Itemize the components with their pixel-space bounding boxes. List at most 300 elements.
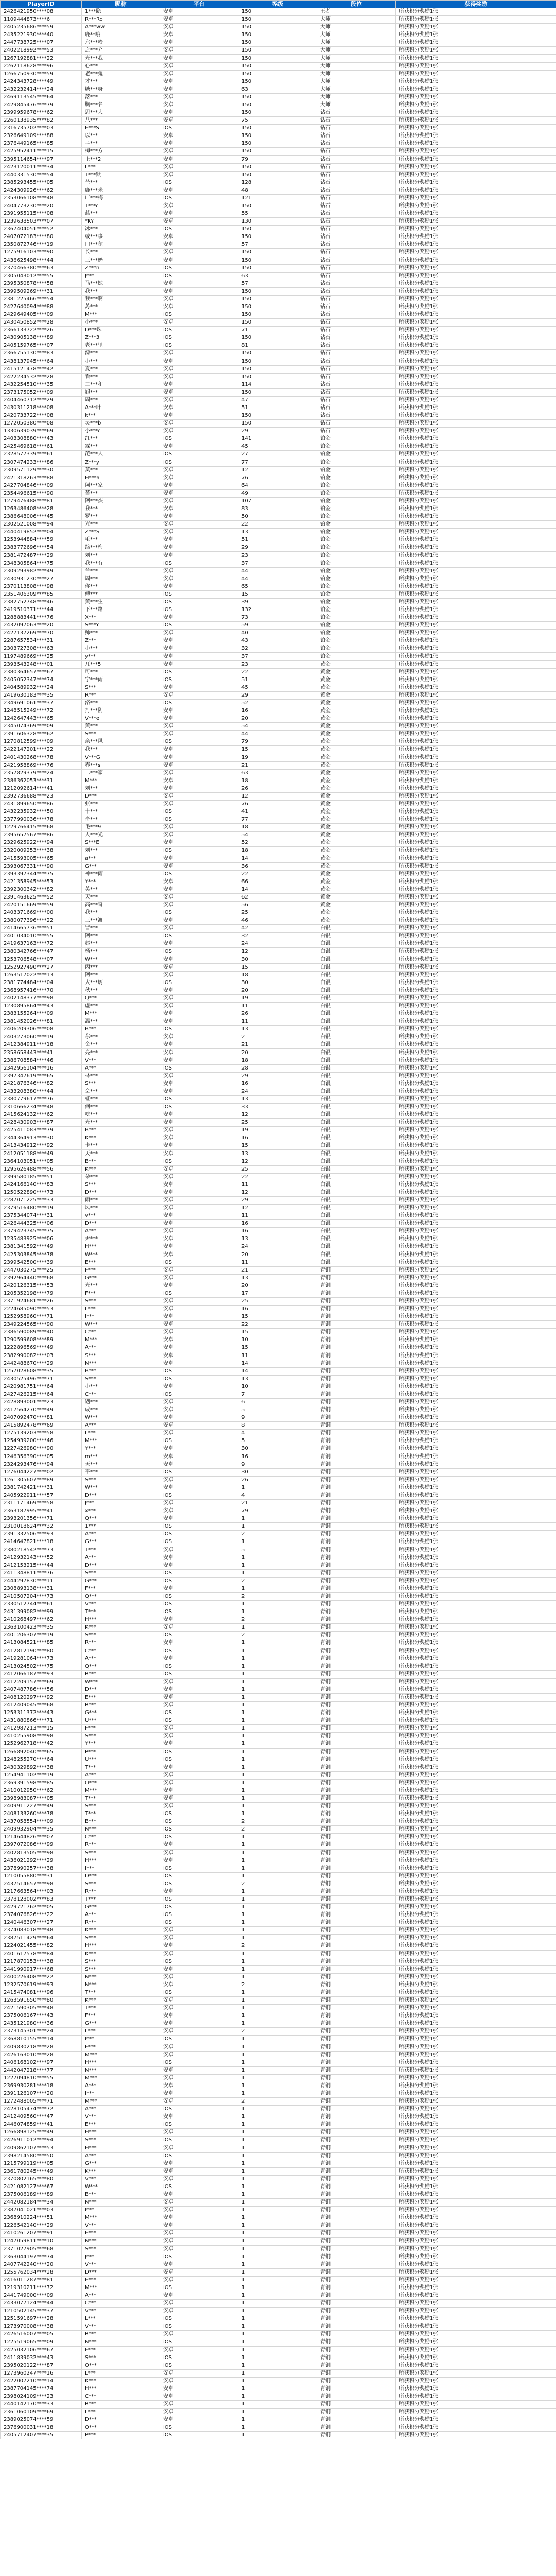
player-id-cell: 2422234532****28 bbox=[1, 373, 82, 381]
reward-cell: 所获积分奖励1张 bbox=[396, 1041, 556, 1049]
rank-cell: 铂金 bbox=[317, 583, 396, 590]
reward-cell: 所获积分奖励1张 bbox=[396, 1670, 556, 1678]
player-id-cell: 2381472487****29 bbox=[1, 552, 82, 560]
table-row bbox=[1, 606, 556, 614]
platform-cell: iOS bbox=[160, 459, 238, 466]
table-row bbox=[1, 1181, 556, 1189]
platform-cell: 安卓 bbox=[160, 2401, 238, 2409]
reward-cell: 所获积分奖励1张 bbox=[396, 1740, 556, 1748]
table-row bbox=[1, 1220, 556, 1228]
nickname-cell: 刘*** bbox=[82, 785, 160, 792]
level-cell: 150 bbox=[238, 171, 317, 179]
table-row bbox=[1, 1764, 556, 1771]
nickname-cell: A*** bbox=[82, 1422, 160, 1430]
player-id-cell: 2432254510****35 bbox=[1, 381, 82, 388]
platform-cell: 安卓 bbox=[160, 1841, 238, 1849]
platform-cell: iOS bbox=[160, 979, 238, 987]
rank-cell: 青铜 bbox=[317, 2300, 396, 2308]
platform-cell: 安卓 bbox=[160, 630, 238, 637]
rank-cell: 青铜 bbox=[317, 1826, 396, 1834]
nickname-cell: M*** bbox=[82, 2098, 160, 2106]
level-cell: 73 bbox=[238, 614, 317, 622]
player-id-cell: 2410507204****73 bbox=[1, 1592, 82, 1600]
player-id-cell: 2430931230****27 bbox=[1, 575, 82, 583]
level-cell: 1 bbox=[238, 1919, 317, 1927]
level-cell: 1 bbox=[238, 1927, 317, 1935]
table-row bbox=[1, 832, 556, 839]
player-id-cell: 2363044197****74 bbox=[1, 2253, 82, 2261]
level-cell: 2 bbox=[238, 1942, 317, 1950]
rank-cell: 青铜 bbox=[317, 1282, 396, 1290]
platform-cell: 安卓 bbox=[160, 1803, 238, 1810]
platform-cell: 安卓 bbox=[160, 1220, 238, 1228]
player-id-cell: 1230895864****43 bbox=[1, 1003, 82, 1010]
table-row bbox=[1, 754, 556, 761]
reward-cell: 所获积分奖励1张 bbox=[396, 1274, 556, 1282]
nickname-cell: S*** bbox=[82, 1476, 160, 1484]
level-cell: 1 bbox=[238, 2369, 317, 2377]
table-row bbox=[1, 171, 556, 179]
nickname-cell: 漂*** bbox=[82, 350, 160, 358]
table-row bbox=[1, 218, 556, 226]
table-row bbox=[1, 2284, 556, 2292]
table-row bbox=[1, 2074, 556, 2082]
level-cell: 16 bbox=[238, 1080, 317, 1088]
rank-cell: 青铜 bbox=[317, 1935, 396, 1942]
rank-cell: 大师 bbox=[317, 101, 396, 109]
rank-cell: 黄金 bbox=[317, 754, 396, 761]
level-cell: 1 bbox=[238, 2292, 317, 2299]
level-cell: 150 bbox=[238, 358, 317, 365]
player-id-cell: 2429649405****09 bbox=[1, 311, 82, 319]
table-row bbox=[1, 257, 556, 264]
player-id-cell: 1215799119****05 bbox=[1, 2160, 82, 2167]
rank-cell: 大师 bbox=[317, 70, 396, 78]
level-cell: 132 bbox=[238, 606, 317, 614]
table-row bbox=[1, 1857, 556, 1865]
rank-cell: 钻石 bbox=[317, 295, 396, 303]
rank-cell: 钻石 bbox=[317, 233, 396, 241]
level-cell: 14 bbox=[238, 886, 317, 893]
rank-cell: 青铜 bbox=[317, 1911, 396, 1919]
rank-cell: 青铜 bbox=[317, 1554, 396, 1562]
rank-cell: 钻石 bbox=[317, 241, 396, 249]
platform-cell: 安卓 bbox=[160, 2191, 238, 2198]
rank-cell: 青铜 bbox=[317, 1383, 396, 1391]
reward-cell: 所获积分奖励1张 bbox=[396, 1360, 556, 1367]
table-row bbox=[1, 1344, 556, 1352]
platform-cell: 安卓 bbox=[160, 497, 238, 505]
nickname-cell: V*** bbox=[82, 2261, 160, 2268]
reward-cell: 所获积分奖励1张 bbox=[396, 1290, 556, 1297]
nickname-cell: N*** bbox=[82, 1981, 160, 1989]
table-row bbox=[1, 2207, 556, 2214]
platform-cell: 安卓 bbox=[160, 1453, 238, 1461]
rank-cell: 青铜 bbox=[317, 2323, 396, 2331]
rank-cell: 钻石 bbox=[317, 171, 396, 179]
platform-cell: 安卓 bbox=[160, 785, 238, 792]
player-id-cell: 2421082127****67 bbox=[1, 2183, 82, 2191]
table-row bbox=[1, 933, 556, 940]
reward-cell: 所获积分奖励1张 bbox=[396, 1282, 556, 1290]
nickname-cell: S*** bbox=[82, 1352, 160, 1360]
nickname-cell: H*** bbox=[82, 2144, 160, 2152]
reward-cell: 所获积分奖励1张 bbox=[396, 1624, 556, 1632]
player-id-cell: 2437058554****09 bbox=[1, 1818, 82, 1826]
player-id-cell: 1205352198****79 bbox=[1, 1290, 82, 1297]
table-row bbox=[1, 699, 556, 707]
nickname-cell: A*** bbox=[82, 1655, 160, 1663]
rank-cell: 青铜 bbox=[317, 1865, 396, 1872]
level-cell: 1 bbox=[238, 2066, 317, 2074]
rank-cell: 青铜 bbox=[317, 2261, 396, 2268]
rank-cell: 青铜 bbox=[317, 1531, 396, 1538]
rank-cell: 青铜 bbox=[317, 1375, 396, 1383]
player-id-cell: 1239638503****07 bbox=[1, 218, 82, 226]
reward-cell: 所获积分奖励1张 bbox=[396, 1919, 556, 1927]
nickname-cell: Y*** bbox=[82, 1740, 160, 1748]
level-cell: 1 bbox=[238, 1895, 317, 1903]
player-id-cell: 2420733722****08 bbox=[1, 412, 82, 420]
rank-cell: 大师 bbox=[317, 78, 396, 86]
reward-cell: 所获积分奖励1张 bbox=[396, 2276, 556, 2284]
nickname-cell: 梅***方 bbox=[82, 148, 160, 156]
level-cell: 150 bbox=[238, 350, 317, 358]
header-row bbox=[1, 1, 556, 8]
nickname-cell: 吃*** bbox=[82, 1111, 160, 1119]
platform-cell: 安卓 bbox=[160, 86, 238, 93]
table-row bbox=[1, 1709, 556, 1717]
table-row bbox=[1, 1041, 556, 1049]
reward-cell: 所获积分奖励1张 bbox=[396, 598, 556, 606]
player-id-cell: 2378990257****38 bbox=[1, 1865, 82, 1872]
player-id-cell: 2414665736****51 bbox=[1, 925, 82, 933]
table-row bbox=[1, 1585, 556, 1592]
platform-cell: iOS bbox=[160, 933, 238, 940]
rank-cell: 白银 bbox=[317, 1235, 396, 1243]
reward-cell: 所获积分奖励1张 bbox=[396, 1880, 556, 1888]
player-id-cell: 2224685090****53 bbox=[1, 1306, 82, 1313]
rank-cell: 黄金 bbox=[317, 676, 396, 684]
rank-cell: 青铜 bbox=[317, 1958, 396, 1965]
level-cell: 76 bbox=[238, 474, 317, 482]
player-id-cell: 2366755130****83 bbox=[1, 350, 82, 358]
player-id-cell: 2429721762****05 bbox=[1, 1904, 82, 1911]
reward-cell: 所获积分奖励1张 bbox=[396, 2137, 556, 2144]
table-row bbox=[1, 1306, 556, 1313]
player-id-cell: 2374076826****22 bbox=[1, 1911, 82, 1919]
rank-cell: 青铜 bbox=[317, 1445, 396, 1453]
reward-cell: 所获积分奖励1张 bbox=[396, 1243, 556, 1251]
level-cell: 15 bbox=[238, 1344, 317, 1352]
platform-cell: 安卓 bbox=[160, 1336, 238, 1344]
reward-cell: 所获积分奖励1张 bbox=[396, 691, 556, 699]
table-row bbox=[1, 1904, 556, 1911]
table-row bbox=[1, 2300, 556, 2308]
platform-cell: 安卓 bbox=[160, 1033, 238, 1041]
nickname-cell: V***G bbox=[82, 754, 160, 761]
reward-cell: 所获积分奖励1张 bbox=[396, 1266, 556, 1274]
nickname-cell: 朵*** bbox=[82, 1173, 160, 1181]
reward-cell: 所获积分奖励1张 bbox=[396, 1134, 556, 1142]
table-row bbox=[1, 1461, 556, 1468]
nickname-cell: W*** bbox=[82, 2183, 160, 2191]
platform-cell: 安卓 bbox=[160, 2268, 238, 2276]
table-row bbox=[1, 1080, 556, 1088]
level-cell: 11 bbox=[238, 1003, 317, 1010]
reward-cell: 所获积分奖励1张 bbox=[396, 388, 556, 396]
reward-cell: 所获积分奖励1张 bbox=[396, 1484, 556, 1492]
platform-cell: 安卓 bbox=[160, 1764, 238, 1771]
nickname-cell: G*** bbox=[82, 1904, 160, 1911]
player-id-cell: 2316735702****03 bbox=[1, 125, 82, 132]
reward-cell: 所获积分奖励1张 bbox=[396, 2393, 556, 2400]
reward-cell: 所获积分奖励1张 bbox=[396, 78, 556, 86]
reward-cell: 所获积分奖励1张 bbox=[396, 1538, 556, 1546]
player-id-cell: 2393397344****75 bbox=[1, 870, 82, 878]
player-id-cell: 2426421950****08 bbox=[1, 8, 82, 16]
player-id-cell: 2391606328****62 bbox=[1, 731, 82, 738]
reward-cell: 所获积分奖励1张 bbox=[396, 2160, 556, 2167]
platform-cell: 安卓 bbox=[160, 1165, 238, 1173]
reward-cell: 所获积分奖励1张 bbox=[396, 1771, 556, 1779]
rank-cell: 青铜 bbox=[317, 1391, 396, 1398]
nickname-cell: v*** bbox=[82, 1212, 160, 1220]
rank-cell: 钻石 bbox=[317, 218, 396, 226]
nickname-cell: E*** bbox=[82, 2276, 160, 2284]
player-id-cell: 2428430903****87 bbox=[1, 1119, 82, 1127]
nickname-cell: I*** bbox=[82, 2090, 160, 2097]
table-row bbox=[1, 93, 556, 101]
nickname-cell: S*** bbox=[82, 1935, 160, 1942]
table-row bbox=[1, 1834, 556, 1841]
table-row bbox=[1, 1569, 556, 1577]
level-cell: 11 bbox=[238, 1259, 317, 1266]
level-cell: 18 bbox=[238, 971, 317, 979]
reward-cell: 所获积分奖励1张 bbox=[396, 606, 556, 614]
rank-cell: 青铜 bbox=[317, 2106, 396, 2113]
table-row bbox=[1, 249, 556, 257]
rank-cell: 青铜 bbox=[317, 1787, 396, 1794]
platform-cell: 安卓 bbox=[160, 24, 238, 31]
player-id-cell: 2345074369****09 bbox=[1, 723, 82, 731]
platform-cell: iOS bbox=[160, 847, 238, 855]
platform-cell: 安卓 bbox=[160, 769, 238, 777]
reward-cell: 所获积分奖励1张 bbox=[396, 303, 556, 311]
player-id-cell: 1288883441****76 bbox=[1, 614, 82, 622]
rank-cell: 铂金 bbox=[317, 536, 396, 544]
player-id-cell: 2401206307****19 bbox=[1, 1632, 82, 1639]
table-row bbox=[1, 2199, 556, 2207]
level-cell: 1 bbox=[238, 2214, 317, 2222]
platform-cell: 安卓 bbox=[160, 443, 238, 451]
table-row bbox=[1, 1360, 556, 1367]
level-cell: 150 bbox=[238, 303, 317, 311]
rank-cell: 钻石 bbox=[317, 412, 396, 420]
nickname-cell: A*** bbox=[82, 1554, 160, 1562]
player-id-cell: 2381774484****04 bbox=[1, 979, 82, 987]
reward-cell: 所获积分奖励1张 bbox=[396, 2354, 556, 2362]
level-cell: 1 bbox=[238, 1810, 317, 1818]
rank-cell: 黄金 bbox=[317, 769, 396, 777]
platform-cell: 安卓 bbox=[160, 2207, 238, 2214]
platform-cell: 安卓 bbox=[160, 1445, 238, 1453]
platform-cell: iOS bbox=[160, 1911, 238, 1919]
player-id-cell: 2425411083****79 bbox=[1, 1127, 82, 1134]
nickname-cell: 我***有 bbox=[82, 560, 160, 567]
level-cell: 1 bbox=[238, 2175, 317, 2183]
nickname-cell: S*** bbox=[82, 731, 160, 738]
reward-cell: 所获积分奖励1张 bbox=[396, 1313, 556, 1321]
platform-cell: 安卓 bbox=[160, 567, 238, 575]
level-cell: 32 bbox=[238, 933, 317, 940]
platform-cell: 安卓 bbox=[160, 2409, 238, 2416]
nickname-cell: Z***n bbox=[82, 264, 160, 272]
table-row bbox=[1, 101, 556, 109]
rank-cell: 青铜 bbox=[317, 1500, 396, 1507]
nickname-cell: 亲***风 bbox=[82, 738, 160, 746]
table-row bbox=[1, 2175, 556, 2183]
level-cell: 1 bbox=[238, 1857, 317, 1865]
table-row bbox=[1, 2409, 556, 2416]
rank-cell: 白银 bbox=[317, 1134, 396, 1142]
platform-cell: 安卓 bbox=[160, 1383, 238, 1391]
player-id-cell: 2424309926****62 bbox=[1, 187, 82, 194]
rank-cell: 青铜 bbox=[317, 1336, 396, 1344]
player-id-cell: 2369930281****18 bbox=[1, 2082, 82, 2090]
platform-cell: 安卓 bbox=[160, 1205, 238, 1212]
rank-cell: 钻石 bbox=[317, 373, 396, 381]
player-id-cell: 2412066187****93 bbox=[1, 1670, 82, 1678]
player-id-cell: 1267192881****22 bbox=[1, 55, 82, 62]
player-id-cell: 2302521008****94 bbox=[1, 521, 82, 529]
table-row bbox=[1, 1243, 556, 1251]
platform-cell: iOS bbox=[160, 606, 238, 614]
nickname-cell: 遇*** bbox=[82, 1398, 160, 1406]
player-id-cell: 2383772696****54 bbox=[1, 544, 82, 552]
nickname-cell: T*** bbox=[82, 1810, 160, 1818]
level-cell: 150 bbox=[238, 70, 317, 78]
rank-cell: 黄金 bbox=[317, 909, 396, 917]
reward-cell: 所获积分奖励1张 bbox=[396, 148, 556, 156]
reward-cell: 所获积分奖励1张 bbox=[396, 1779, 556, 1787]
level-cell: 52 bbox=[238, 699, 317, 707]
player-id-cell: 2399580185****51 bbox=[1, 1173, 82, 1181]
table-row bbox=[1, 1515, 556, 1523]
player-id-cell: 2363187995****41 bbox=[1, 1507, 82, 1515]
platform-cell: 安卓 bbox=[160, 715, 238, 723]
reward-cell: 所获积分奖励1张 bbox=[396, 1663, 556, 1670]
table-row bbox=[1, 2129, 556, 2137]
table-row bbox=[1, 948, 556, 956]
platform-cell: 安卓 bbox=[160, 1927, 238, 1935]
table-row bbox=[1, 1787, 556, 1794]
reward-cell: 所获积分奖励1张 bbox=[396, 1173, 556, 1181]
nickname-cell: a*** bbox=[82, 855, 160, 862]
rank-cell: 青铜 bbox=[317, 2028, 396, 2036]
platform-cell: iOS bbox=[160, 327, 238, 334]
level-cell: 22 bbox=[238, 668, 317, 676]
reward-cell: 所获积分奖励1张 bbox=[396, 2028, 556, 2036]
nickname-cell: B*** bbox=[82, 1818, 160, 1826]
platform-cell: 安卓 bbox=[160, 917, 238, 925]
reward-cell: 所获积分奖励1张 bbox=[396, 847, 556, 855]
level-cell: 1 bbox=[238, 2300, 317, 2308]
reward-cell: 所获积分奖励1张 bbox=[396, 2121, 556, 2129]
reward-cell: 所获积分奖励1张 bbox=[396, 1702, 556, 1709]
reward-cell: 所获积分奖励1张 bbox=[396, 2261, 556, 2268]
reward-cell: 所获积分奖励1张 bbox=[396, 156, 556, 163]
player-id-cell: 1217663564****03 bbox=[1, 1888, 82, 1895]
reward-cell: 所获积分奖励1张 bbox=[396, 132, 556, 140]
nickname-cell: 1***隐 bbox=[82, 8, 160, 16]
table-row bbox=[1, 1702, 556, 1709]
reward-cell: 所获积分奖励1张 bbox=[396, 62, 556, 70]
player-id-cell: 2391463625****52 bbox=[1, 893, 82, 901]
platform-cell: 安卓 bbox=[160, 2261, 238, 2268]
rank-cell: 青铜 bbox=[317, 1740, 396, 1748]
nickname-cell: 卡*** bbox=[82, 1142, 160, 1150]
level-cell: 1 bbox=[238, 2230, 317, 2238]
rank-cell: 白银 bbox=[317, 1049, 396, 1057]
nickname-cell: R***Ro bbox=[82, 16, 160, 24]
table-row bbox=[1, 2346, 556, 2354]
level-cell: 128 bbox=[238, 179, 317, 187]
reward-cell: 所获积分奖励1张 bbox=[396, 489, 556, 497]
table-row bbox=[1, 1049, 556, 1057]
nickname-cell: 我*** bbox=[82, 505, 160, 513]
level-cell: 150 bbox=[238, 16, 317, 24]
nickname-cell: 思***大 bbox=[82, 109, 160, 117]
rank-cell: 青铜 bbox=[317, 2036, 396, 2043]
rank-cell: 青铜 bbox=[317, 1663, 396, 1670]
level-cell: 150 bbox=[238, 257, 317, 264]
platform-cell: iOS bbox=[160, 598, 238, 606]
rank-cell: 黄金 bbox=[317, 746, 396, 754]
rank-cell: 青铜 bbox=[317, 1973, 396, 1981]
player-id-cell: 2399509269****31 bbox=[1, 287, 82, 295]
level-cell: 65 bbox=[238, 583, 317, 590]
table-row bbox=[1, 1958, 556, 1965]
reward-cell: 所获积分奖励1张 bbox=[396, 971, 556, 979]
rank-cell: 白银 bbox=[317, 1080, 396, 1088]
nickname-cell: 光***我 bbox=[82, 55, 160, 62]
nickname-cell: L*** bbox=[82, 2028, 160, 2036]
nickname-cell: 成*** bbox=[82, 1406, 160, 1414]
player-id-cell: 2436625498****44 bbox=[1, 257, 82, 264]
player-id-cell: 2402148377****98 bbox=[1, 994, 82, 1002]
player-id-cell: 2432232414****24 bbox=[1, 86, 82, 93]
platform-cell: 安卓 bbox=[160, 16, 238, 24]
player-id-cell: 2381341592****49 bbox=[1, 1243, 82, 1251]
nickname-cell: V*** bbox=[82, 2308, 160, 2315]
reward-cell: 所获积分奖励1张 bbox=[396, 358, 556, 365]
player-id-cell: 2432097063****20 bbox=[1, 622, 82, 630]
rank-cell: 黄金 bbox=[317, 832, 396, 839]
nickname-cell: G*** bbox=[82, 1274, 160, 1282]
player-id-cell: 2410268497****62 bbox=[1, 1616, 82, 1624]
nickname-cell: 胸***名 bbox=[82, 101, 160, 109]
table-row bbox=[1, 1134, 556, 1142]
level-cell: 14 bbox=[238, 1367, 317, 1375]
nickname-cell: 刘*** bbox=[82, 847, 160, 855]
reward-cell: 所获积分奖励1张 bbox=[396, 163, 556, 171]
reward-cell: 所获积分奖励1张 bbox=[396, 886, 556, 893]
reward-cell: 所获积分奖励1张 bbox=[396, 428, 556, 435]
level-cell: 1 bbox=[238, 1702, 317, 1709]
reward-cell: 所获积分奖励1张 bbox=[396, 738, 556, 746]
rank-cell: 大师 bbox=[317, 47, 396, 55]
